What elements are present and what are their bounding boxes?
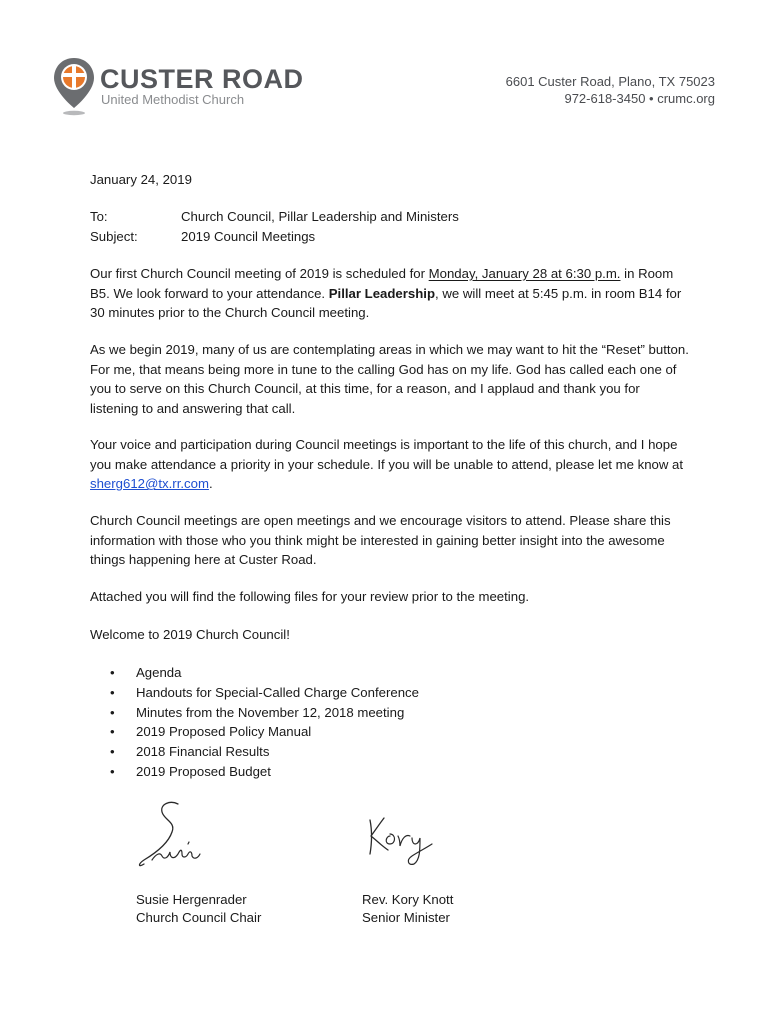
- signer-title: Senior Minister: [362, 910, 450, 925]
- subject-line: [90, 227, 315, 247]
- email-link[interactable]: sherg612@tx.rr.com: [90, 476, 209, 492]
- paragraph-welcome: Welcome to 2019 Church Council!: [90, 627, 290, 642]
- file-name: 2019 Proposed Budget: [136, 763, 271, 779]
- phone-website-line: 972-618-3450 • crumc.org: [564, 91, 715, 106]
- subject-value: 2019 Council Meetings: [181, 228, 316, 244]
- file-name: 2018 Financial Results: [136, 744, 270, 760]
- paragraph-meeting-schedule: [90, 264, 690, 323]
- to-value: Church Council, Pillar Leadership and Ministers: [181, 209, 459, 224]
- signature-susie: [132, 798, 212, 870]
- paragraph-open-meetings: Church Council meetings are open meetings and we encourage visitors to attend. Please share this information with those who you think might be interested in gaining better insight into the awesome things happening here at Custer Road.: [90, 513, 671, 568]
- file-name: Minutes from the November 12, 2018 meeting: [136, 704, 405, 720]
- pillar-leadership-label: Pillar Leadership: [328, 285, 436, 301]
- church-name: CUSTER ROAD: [100, 64, 304, 94]
- list-item: [110, 663, 419, 683]
- list-item: [110, 722, 419, 742]
- p3-text: .: [208, 476, 213, 492]
- file-name: Agenda: [136, 665, 182, 680]
- church-subtitle: United Methodist Church: [101, 92, 245, 107]
- signer-block: [136, 891, 261, 927]
- bullet-icon: •: [110, 665, 115, 680]
- meeting-datetime: Monday, January 28 at 6:30 p.m.: [428, 266, 621, 281]
- signer-name: Susie Hergenrader: [136, 892, 247, 907]
- signer-block: [362, 891, 453, 927]
- p3-text: Your voice and participation during Council meetings is important to the life of this church, and I hope you make attendance a priority in your schedule. If you will be unable to attend, please let me know at: [90, 437, 684, 472]
- to-line: [90, 207, 459, 227]
- paragraph-reset: As we begin 2019, many of us are contemplating areas in which we may want to hit the “Reset” button. For me, that means being more in tune to the calling God has on my life. God has called each one of you to serve on this Church Council, at this time, for a reason, and I applaud and thank you for listening to and answering that call.: [90, 342, 689, 416]
- p1-text: in Room B5. We look forward to your attendance.: [90, 266, 674, 301]
- address-line: 6601 Custer Road, Plano, TX 75023: [505, 74, 715, 89]
- to-label: To:: [90, 209, 108, 224]
- paragraph-attachments: Attached you will find the following files for your review prior to the meeting.: [90, 589, 530, 604]
- list-item: [110, 683, 419, 703]
- church-logo: [52, 56, 312, 116]
- list-item: [110, 742, 419, 762]
- list-item: [110, 703, 419, 723]
- bullet-icon: •: [110, 763, 115, 779]
- bullet-icon: •: [110, 704, 115, 720]
- location-pin-cross-icon: [52, 56, 96, 116]
- file-name: 2019 Proposed Policy Manual: [136, 724, 312, 740]
- file-name: Handouts for Special-Called Charge Conference: [136, 684, 419, 700]
- bullet-icon: •: [110, 724, 115, 740]
- paragraph-attendance: [90, 435, 690, 494]
- p1-text: Our first Church Council meeting of 2019 is scheduled for: [90, 266, 429, 281]
- letter-date: January 24, 2019: [90, 172, 192, 187]
- p1-text: , we will meet at 5:45 p.m. in room B14 for 30 minutes prior to the Church Council meeting.: [90, 285, 682, 321]
- signer-title: Church Council Chair: [136, 910, 262, 925]
- bullet-icon: •: [110, 684, 115, 700]
- subject-label: Subject:: [90, 228, 138, 244]
- bullet-icon: •: [110, 744, 115, 760]
- church-address: [506, 73, 715, 107]
- attached-files-list: [110, 663, 419, 782]
- signer-name: Rev. Kory Knott: [362, 892, 454, 907]
- list-item: [110, 762, 419, 782]
- signature-kory: [362, 810, 438, 868]
